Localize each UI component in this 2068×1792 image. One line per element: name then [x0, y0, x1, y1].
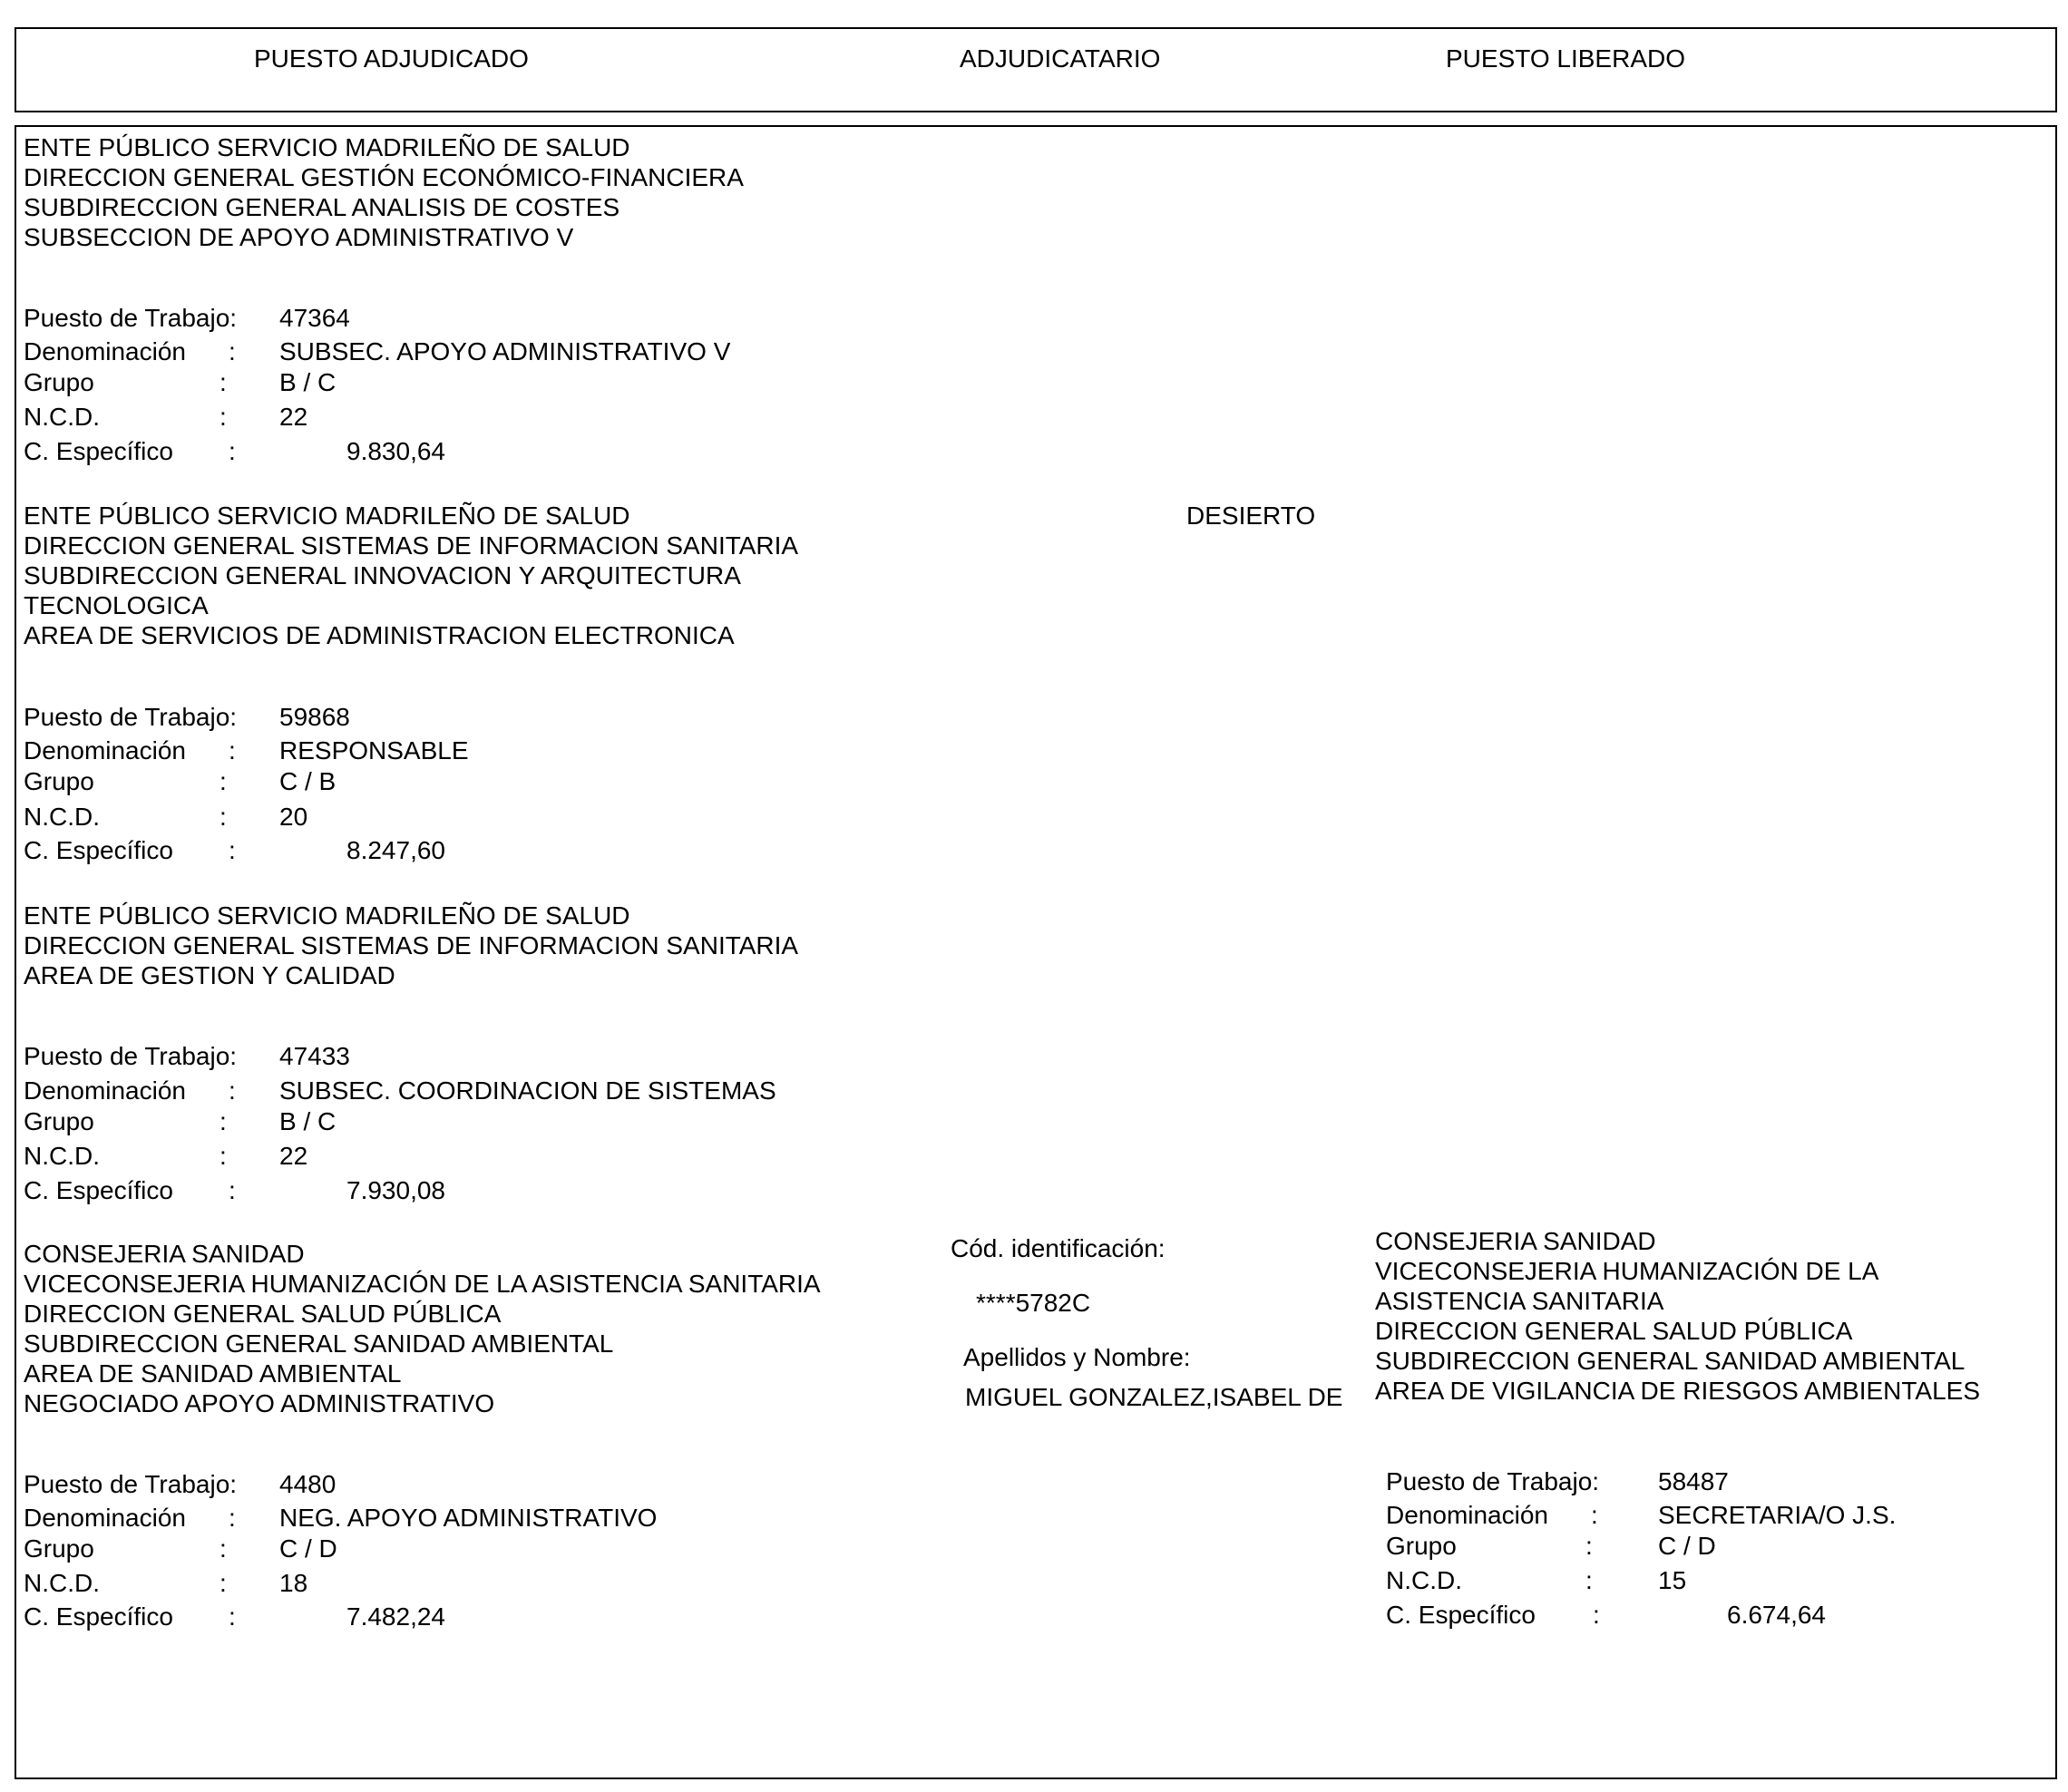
ncd-value: 18 [279, 1569, 308, 1597]
colon: : [229, 1176, 236, 1204]
org-line: SUBDIRECCION GENERAL SANIDAD AMBIENTAL [1375, 1347, 1966, 1375]
colon: : [219, 1107, 227, 1135]
org-line: DIRECCION GENERAL SISTEMAS DE INFORMACION SANITARIA [24, 931, 799, 959]
field-label: N.C.D. [24, 1569, 100, 1597]
org-line: DIRECCION GENERAL GESTIÓN ECONÓMICO-FINANCIERA [24, 163, 744, 191]
field-label: C. Específico [24, 836, 173, 864]
colon: : [1585, 1566, 1593, 1594]
col-header-adjudicatario: ADJUDICATARIO [960, 44, 1161, 73]
field-label: Denominación [24, 337, 186, 365]
field-label: Puesto de Trabajo: [24, 703, 238, 731]
field-label: Puesto de Trabajo: [24, 1042, 238, 1070]
ncd-value: 15 [1658, 1566, 1687, 1594]
colon: : [229, 1076, 236, 1105]
puesto-value: 47433 [279, 1042, 350, 1070]
org-line: VICECONSEJERIA HUMANIZACIÓN DE LA [1375, 1257, 1879, 1285]
field-label: Grupo [24, 368, 94, 396]
org-line: AREA DE SERVICIOS DE ADMINISTRACION ELECTRONICA [24, 621, 735, 649]
denominacion-value: NEG. APOYO ADMINISTRATIVO [279, 1504, 658, 1532]
grupo-value: C / D [1658, 1532, 1716, 1560]
cod-identificacion-value: ****5782C [976, 1289, 1091, 1317]
colon: : [219, 1534, 227, 1563]
field-label: Grupo [24, 767, 94, 795]
entry-3-organization [24, 901, 798, 990]
especifico-value: 6.674,64 [1727, 1601, 1826, 1629]
grupo-value: C / B [279, 767, 337, 795]
org-line: ENTE PÚBLICO SERVICIO MADRILEÑO DE SALUD [24, 502, 630, 530]
puesto-value: 59868 [279, 703, 350, 731]
col-header-puesto-liberado: PUESTO LIBERADO [1446, 44, 1686, 73]
colon: : [229, 1504, 236, 1532]
org-line: VICECONSEJERIA HUMANIZACIÓN DE LA ASISTENCIA SANITARIA [24, 1270, 821, 1298]
org-line: DIRECCION GENERAL SISTEMAS DE INFORMACION SANITARIA [24, 531, 799, 560]
colon: : [1593, 1601, 1600, 1629]
grupo-value: C / D [279, 1534, 337, 1563]
field-label: C. Específico [24, 437, 173, 465]
especifico-value: 8.247,60 [346, 836, 445, 864]
field-label: Puesto de Trabajo: [24, 304, 238, 332]
entry-2-status: DESIERTO [1186, 502, 1316, 530]
org-line: AREA DE VIGILANCIA DE RIESGOS AMBIENTALES [1375, 1377, 1981, 1405]
field-label: Grupo [24, 1534, 94, 1563]
field-label: C. Específico [24, 1176, 173, 1204]
colon: : [229, 836, 236, 864]
apellidos-nombre-value: MIGUEL GONZALEZ,ISABEL DE [965, 1383, 1343, 1411]
org-line: AREA DE GESTION Y CALIDAD [24, 961, 395, 989]
col-header-puesto-adjudicado: PUESTO ADJUDICADO [254, 44, 529, 73]
org-line: DIRECCION GENERAL SALUD PÚBLICA [1375, 1317, 1853, 1345]
liberado-organization [1375, 1226, 1980, 1406]
field-label: Denominación [24, 736, 186, 765]
cod-identificacion-label: Cód. identificación: [951, 1234, 1166, 1262]
colon: : [219, 403, 227, 431]
org-line: SUBDIRECCION GENERAL INNOVACION Y ARQUITECTURA [24, 561, 741, 589]
org-line: NEGOCIADO APOYO ADMINISTRATIVO [24, 1389, 495, 1417]
field-label: C. Específico [1386, 1601, 1536, 1629]
org-line: CONSEJERIA SANIDAD [24, 1240, 305, 1268]
entry-4-organization [24, 1239, 821, 1418]
denominacion-value: SUBSEC. COORDINACION DE SISTEMAS [279, 1076, 776, 1105]
org-line: SUBSECCION DE APOYO ADMINISTRATIVO V [24, 223, 574, 251]
colon: : [229, 337, 236, 365]
ncd-value: 22 [279, 1142, 308, 1170]
grupo-value: B / C [279, 368, 337, 396]
org-line: CONSEJERIA SANIDAD [1375, 1227, 1656, 1255]
denominacion-value: SUBSEC. APOYO ADMINISTRATIVO V [279, 337, 731, 365]
org-line: SUBDIRECCION GENERAL SANIDAD AMBIENTAL [24, 1329, 614, 1358]
colon: : [229, 736, 236, 765]
field-label: Puesto de Trabajo: [1386, 1467, 1600, 1495]
especifico-value: 9.830,64 [346, 437, 445, 465]
field-label: N.C.D. [1386, 1566, 1462, 1594]
colon: : [219, 1142, 227, 1170]
colon: : [1591, 1501, 1598, 1529]
denominacion-value: SECRETARIA/O J.S. [1658, 1501, 1897, 1529]
especifico-value: 7.482,24 [346, 1602, 445, 1631]
field-label: C. Específico [24, 1602, 173, 1631]
colon: : [229, 1602, 236, 1631]
puesto-value: 47364 [279, 304, 350, 332]
colon: : [219, 767, 227, 795]
org-line: AREA DE SANIDAD AMBIENTAL [24, 1359, 402, 1388]
field-label: N.C.D. [24, 1142, 100, 1170]
colon: : [1585, 1532, 1593, 1560]
entry-2-organization [24, 501, 798, 650]
colon: : [219, 368, 227, 396]
apellidos-nombre-label: Apellidos y Nombre: [963, 1343, 1191, 1371]
field-label: N.C.D. [24, 803, 100, 831]
org-line: DIRECCION GENERAL SALUD PÚBLICA [24, 1300, 502, 1328]
ncd-value: 22 [279, 403, 308, 431]
colon: : [219, 803, 227, 831]
colon: : [229, 437, 236, 465]
especifico-value: 7.930,08 [346, 1176, 445, 1204]
field-label: Grupo [1386, 1532, 1457, 1560]
denominacion-value: RESPONSABLE [279, 736, 469, 765]
grupo-value: B / C [279, 1107, 337, 1135]
field-label: Denominación [24, 1076, 186, 1105]
org-line: ASISTENCIA SANITARIA [1375, 1287, 1664, 1315]
puesto-value: 58487 [1658, 1467, 1729, 1495]
field-label: Denominación [24, 1504, 186, 1532]
entry-1-organization [24, 132, 744, 252]
ncd-value: 20 [279, 803, 308, 831]
puesto-value: 4480 [279, 1470, 337, 1498]
field-label: Grupo [24, 1107, 94, 1135]
colon: : [219, 1569, 227, 1597]
field-label: N.C.D. [24, 403, 100, 431]
org-line: TECNOLOGICA [24, 591, 209, 619]
org-line: SUBDIRECCION GENERAL ANALISIS DE COSTES [24, 193, 620, 221]
field-label: Denominación [1386, 1501, 1548, 1529]
field-label: Puesto de Trabajo: [24, 1470, 238, 1498]
org-line: ENTE PÚBLICO SERVICIO MADRILEÑO DE SALUD [24, 901, 630, 930]
org-line: ENTE PÚBLICO SERVICIO MADRILEÑO DE SALUD [24, 133, 630, 161]
